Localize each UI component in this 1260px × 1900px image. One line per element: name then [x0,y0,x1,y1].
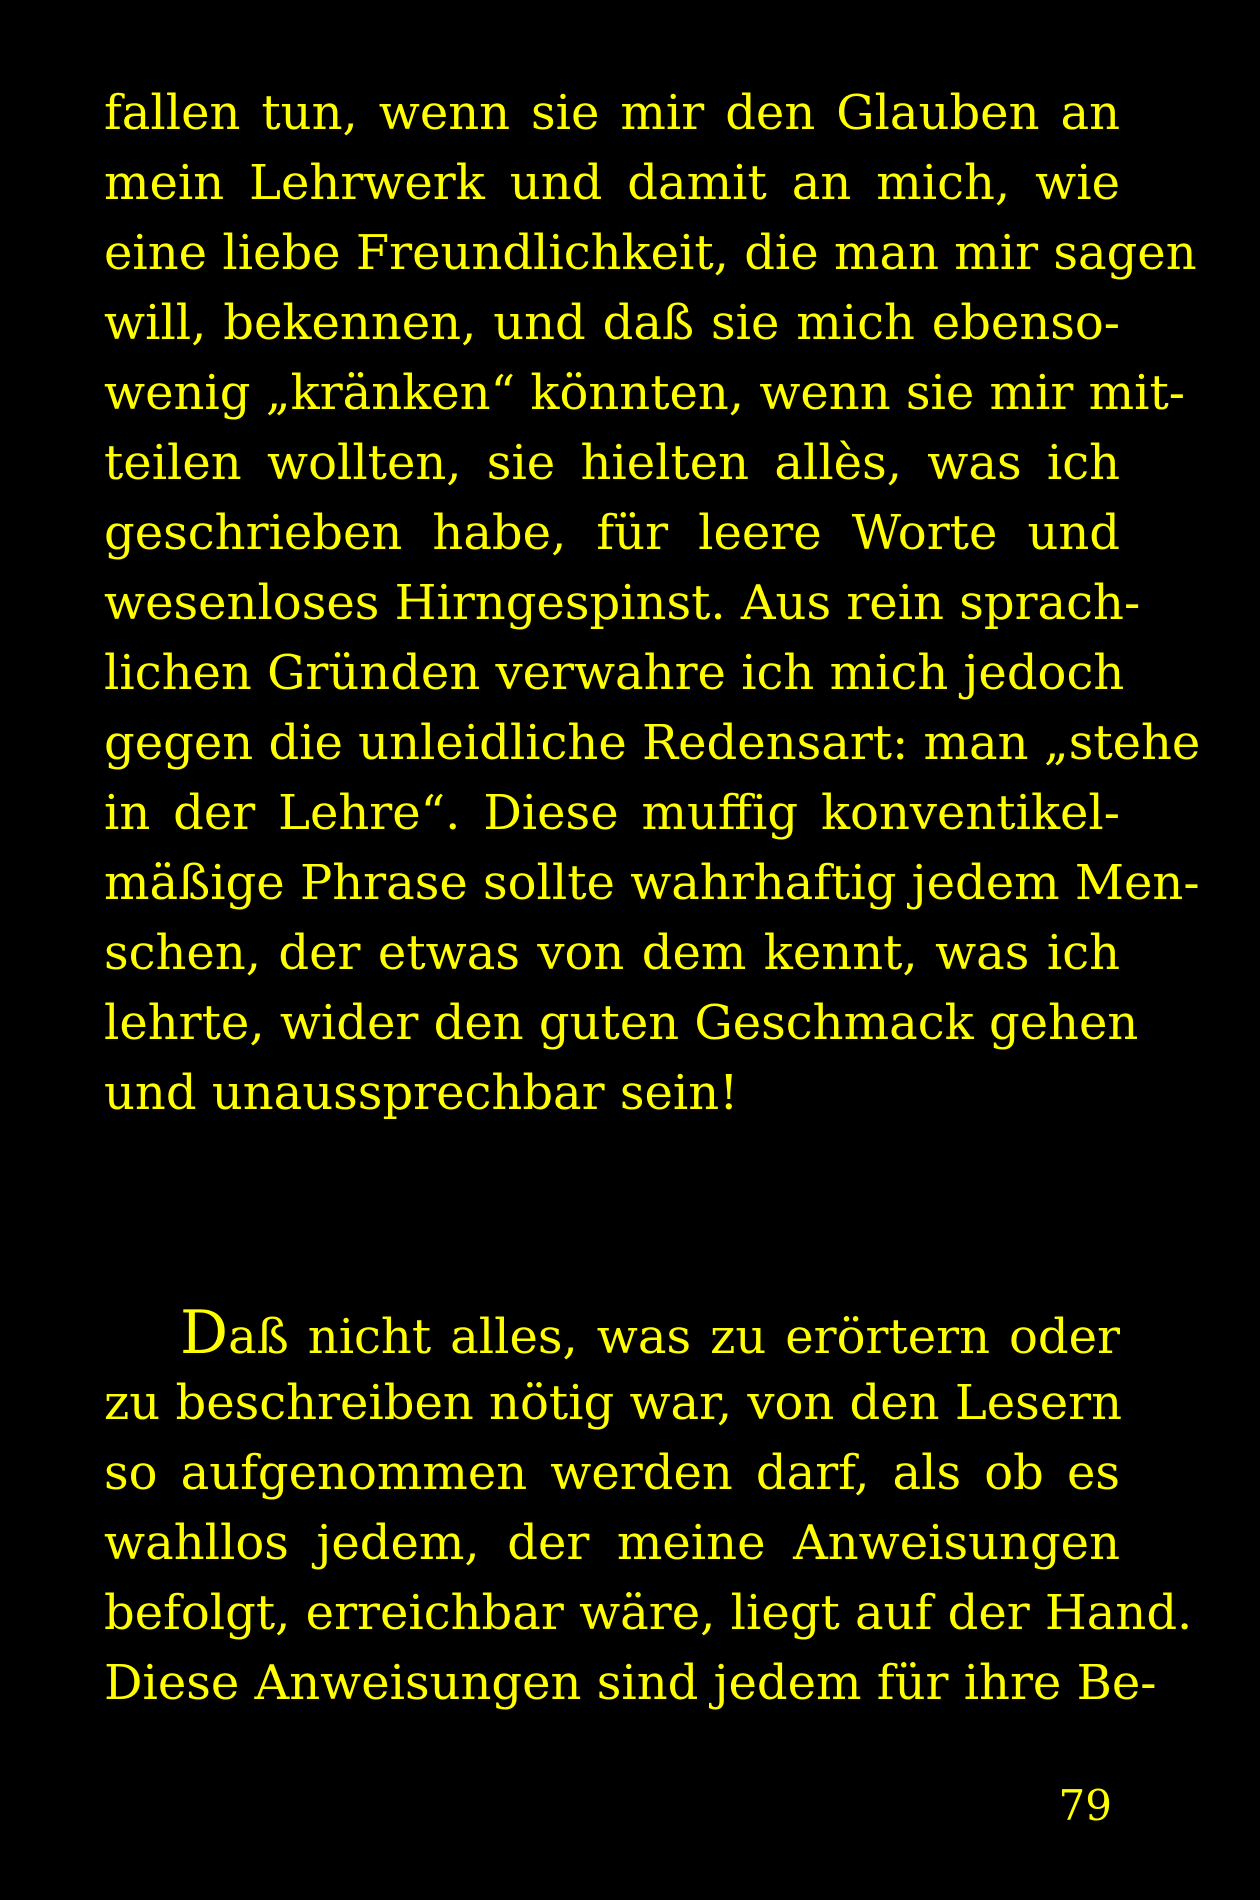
text-line: wahllos jedem, der meine Anweisungen [104,1515,1120,1571]
text-line: Diese Anweisungen sind jedem für ihre Be- [104,1655,1157,1711]
text-line: eine liebe Freundlichkeit, die man mir sagen [104,225,1197,281]
text-line: wesenloses Hirngespinst. Aus rein sprach- [104,575,1141,631]
text-line: gegen die unleidliche Redensart: man „stehe [104,715,1201,771]
text-line: will, bekennen, und daß sie mich ebenso- [104,295,1120,351]
text-line: geschrieben habe, für leere Worte und [104,505,1120,561]
paragraph-2 [104,1298,1193,1718]
text-line: schen, der etwas von dem kennt, was ich [104,925,1120,981]
text-line: in der Lehre“. Diese muffig konventikel- [104,785,1120,841]
text-line: so aufgenommen werden darf, als ob es [104,1445,1120,1501]
text-line: lichen Gründen verwahre ich mich jedoch [104,645,1125,701]
text-line: befolgt, erreichbar wäre, liegt auf der Hand. [104,1585,1193,1641]
text-line-first [104,1298,1120,1368]
text-line: und unaussprechbar sein! [104,1065,739,1121]
text-line: fallen tun, wenn sie mir den Glauben an [104,85,1120,141]
text-line: lehrte, wider den guten Geschmack gehen [104,995,1139,1051]
text-line: zu beschreiben nötig war, von den Lesern [104,1375,1123,1431]
text-line: teilen wollten, sie hielten allès, was ich [104,435,1120,491]
paragraph-1 [104,78,1201,1128]
text-line: wenig „kränken“ könnten, wenn sie mir mit- [104,365,1185,421]
text-line: mein Lehrwerk und damit an mich, wie [104,155,1120,211]
initial-letter: D [180,1298,229,1368]
text-line: mäßige Phrase sollte wahrhaftig jedem Men- [104,855,1200,911]
first-line-text: aß nicht alles, was zu erörtern oder [228,1309,1120,1365]
page-number: 79 [1058,1781,1112,1830]
